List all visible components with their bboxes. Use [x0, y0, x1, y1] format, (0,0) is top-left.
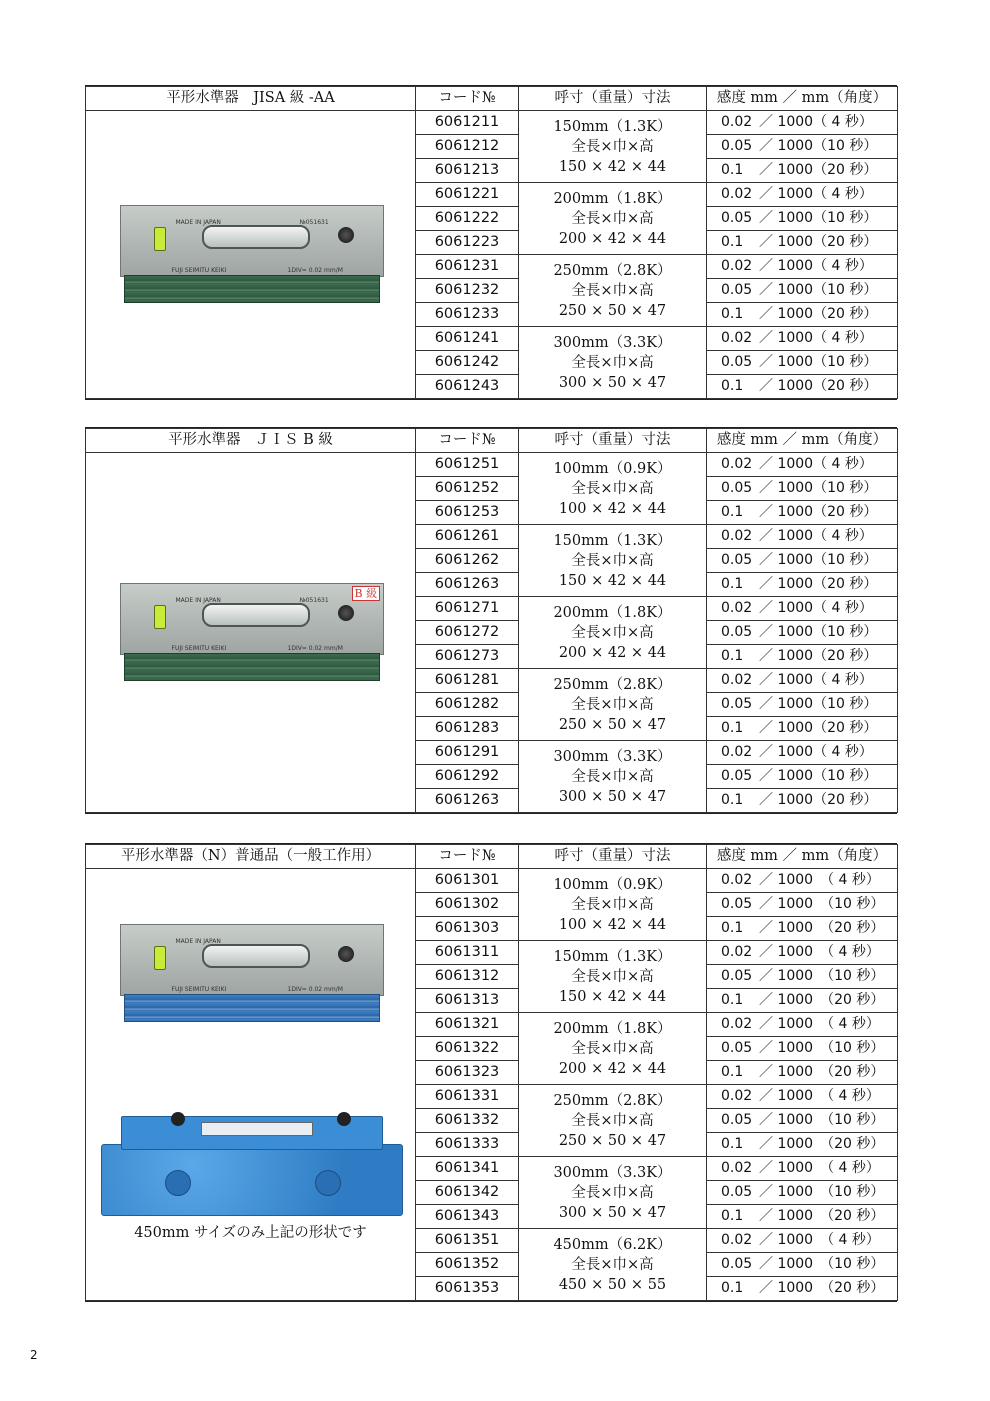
size-cell: [519, 669, 707, 741]
sensitivity-detail: ／ 1000（ 4 秒）: [759, 672, 873, 688]
product-photo-cell: [86, 869, 416, 1301]
code-cell: 6061312: [416, 965, 519, 989]
sensitivity-cell: [707, 549, 898, 573]
sensitivity-cell: [707, 375, 898, 399]
sensitivity-detail: ／ 1000 （ 4 秒）: [759, 1016, 880, 1032]
sensitivity-detail: ／ 1000（10 秒）: [759, 480, 878, 496]
size-cell: [519, 741, 707, 813]
code-cell: 6061352: [416, 1253, 519, 1277]
table-section-jis-aa: [85, 85, 897, 400]
adjust-knob-icon: [338, 605, 354, 621]
sensitivity-cell: [707, 135, 898, 159]
code-cell: 6061333: [416, 1133, 519, 1157]
sensitivity-cell: [707, 1061, 898, 1085]
size-cell: [519, 255, 707, 327]
code-cell: 6061232: [416, 279, 519, 303]
level-div-text: 1DIV= 0.02 mm/M: [287, 266, 343, 274]
size-cell: [519, 111, 707, 183]
sensitivity-detail: ／ 1000（10 秒）: [759, 696, 878, 712]
sensitivity-detail: ／ 1000（ 4 秒）: [759, 528, 873, 544]
sensitivity-cell: [707, 351, 898, 375]
sensitivity-value: 0.1: [721, 792, 744, 808]
level-made-text: MADE IN JAPAN: [175, 596, 221, 604]
sensitivity-detail: ／ 1000 （ 4 秒）: [759, 1088, 880, 1104]
sensitivity-detail: ／ 1000 （10 秒）: [759, 968, 885, 984]
code-cell: 6061243: [416, 375, 519, 399]
size-cell: [519, 1085, 707, 1157]
code-cell: 6061211: [416, 111, 519, 135]
sensitivity-cell: [707, 869, 898, 893]
size-line: 全長×巾×高: [571, 624, 654, 641]
sensitivity-detail: ／ 1000（ 4 秒）: [759, 186, 873, 202]
code-cell: 6061263: [416, 789, 519, 813]
size-line: 150mm（1.3K）: [553, 532, 672, 549]
sensitivity-cell: [707, 741, 898, 765]
knob-icon: [171, 1112, 185, 1126]
level-brand-text: FUJI SEIMITU KEIKI: [171, 266, 227, 274]
sensitivity-value: 0.02: [721, 1232, 753, 1248]
sensitivity-detail: ／ 1000（20 秒）: [759, 234, 878, 250]
sensitivity-value: 0.05: [721, 480, 753, 496]
code-cell: 6061263: [416, 573, 519, 597]
spec-table: [85, 844, 898, 1301]
code-cell: 6061322: [416, 1037, 519, 1061]
sensitivity-cell: [707, 573, 898, 597]
size-line: 全長×巾×高: [571, 1256, 654, 1273]
size-line: 250 × 50 × 47: [558, 302, 667, 319]
sensitivity-detail: ／ 1000（10 秒）: [759, 210, 878, 226]
sensitivity-value: 0.1: [721, 162, 744, 178]
size-line: 250 × 50 × 47: [558, 1132, 667, 1149]
size-cell: [519, 1013, 707, 1085]
header-code: コード№: [416, 845, 519, 869]
sensitivity-value: 0.02: [721, 600, 753, 616]
code-cell: 6061301: [416, 869, 519, 893]
sensitivity-cell: [707, 965, 898, 989]
sensitivity-value: 0.1: [721, 1136, 744, 1152]
sensitivity-value: 0.02: [721, 456, 753, 472]
sensitivity-value: 0.1: [721, 576, 744, 592]
sensitivity-value: 0.05: [721, 624, 753, 640]
header-size: 呼寸（重量）寸法: [519, 87, 707, 111]
sensitivity-detail: ／ 1000 （20 秒）: [759, 920, 885, 936]
size-line: 全長×巾×高: [571, 138, 654, 155]
code-cell: 6061281: [416, 669, 519, 693]
sensitivity-cell: [707, 111, 898, 135]
sensitivity-detail: ／ 1000（ 4 秒）: [759, 456, 873, 472]
table-row: [86, 869, 898, 893]
sensitivity-value: 0.1: [721, 234, 744, 250]
sensitivity-cell: [707, 501, 898, 525]
sensitivity-value: 0.1: [721, 720, 744, 736]
table-section-normal: [85, 843, 897, 1302]
sensitivity-value: 0.05: [721, 1112, 753, 1128]
sensitivity-value: 0.1: [721, 920, 744, 936]
sensitivity-cell: [707, 453, 898, 477]
code-cell: 6061252: [416, 477, 519, 501]
level-made-text: MADE IN JAPAN: [175, 218, 221, 226]
bubble-vial-icon: [154, 605, 166, 629]
cast-level-photo: [101, 1104, 401, 1216]
code-cell: 6061283: [416, 717, 519, 741]
size-line: 450mm（6.2K）: [553, 1236, 672, 1253]
sensitivity-detail: ／ 1000（ 4 秒）: [759, 114, 873, 130]
sensitivity-detail: ／ 1000（20 秒）: [759, 504, 878, 520]
size-line: 300mm（3.3K）: [553, 748, 672, 765]
sensitivity-value: 0.02: [721, 330, 753, 346]
size-line: 150 × 42 × 44: [558, 988, 667, 1005]
sensitivity-cell: [707, 1277, 898, 1301]
sensitivity-value: 0.05: [721, 1040, 753, 1056]
grade-mark: B 級: [352, 586, 381, 601]
size-cell: [519, 1229, 707, 1301]
size-line: 全長×巾×高: [571, 210, 654, 227]
sensitivity-cell: [707, 917, 898, 941]
sensitivity-value: 0.05: [721, 210, 753, 226]
sensitivity-value: 0.02: [721, 258, 753, 274]
header-size: 呼寸（重量）寸法: [519, 845, 707, 869]
bubble-vial-icon: [154, 946, 166, 970]
header-row: [86, 429, 898, 453]
sensitivity-detail: ／ 1000（ 4 秒）: [759, 258, 873, 274]
level-serial-text: №051631: [299, 218, 329, 226]
sensitivity-cell: [707, 207, 898, 231]
size-line: 全長×巾×高: [571, 1112, 654, 1129]
sensitivity-value: 0.02: [721, 114, 753, 130]
code-cell: 6061311: [416, 941, 519, 965]
code-cell: 6061212: [416, 135, 519, 159]
spec-table: [85, 86, 898, 399]
sensitivity-detail: ／ 1000 （ 4 秒）: [759, 1160, 880, 1176]
section-title: 平形水準器 ＪＩＳ B 級: [86, 429, 416, 453]
sensitivity-cell: [707, 1253, 898, 1277]
size-cell: [519, 869, 707, 941]
size-line: 200mm（1.8K）: [553, 190, 672, 207]
sensitivity-value: 0.1: [721, 1208, 744, 1224]
code-cell: 6061323: [416, 1061, 519, 1085]
sensitivity-value: 0.05: [721, 354, 753, 370]
sensitivity-detail: ／ 1000（20 秒）: [759, 720, 878, 736]
sensitivity-detail: ／ 1000（10 秒）: [759, 354, 878, 370]
level-photo: [120, 205, 382, 305]
size-line: 250mm（2.8K）: [553, 676, 672, 693]
code-cell: 6061291: [416, 741, 519, 765]
size-line: 全長×巾×高: [571, 1184, 654, 1201]
adjust-knob-icon: [338, 946, 354, 962]
code-cell: 6061341: [416, 1157, 519, 1181]
sensitivity-value: 0.1: [721, 648, 744, 664]
sensitivity-value: 0.02: [721, 1160, 753, 1176]
cast-level-base: [101, 1144, 403, 1216]
sensitivity-detail: ／ 1000（ 4 秒）: [759, 744, 873, 760]
size-cell: [519, 941, 707, 1013]
code-cell: 6061332: [416, 1109, 519, 1133]
sensitivity-value: 0.02: [721, 744, 753, 760]
sensitivity-cell: [707, 789, 898, 813]
sensitivity-value: 0.02: [721, 528, 753, 544]
level-made-text: MADE IN JAPAN: [175, 938, 221, 945]
sensitivity-cell: [707, 231, 898, 255]
sensitivity-detail: ／ 1000 （10 秒）: [759, 1112, 885, 1128]
sensitivity-value: 0.1: [721, 992, 744, 1008]
code-cell: 6061282: [416, 693, 519, 717]
product-photo-cell: [86, 111, 416, 399]
spec-table: [85, 428, 898, 813]
code-cell: 6061231: [416, 255, 519, 279]
sensitivity-value: 0.05: [721, 552, 753, 568]
header-row: [86, 87, 898, 111]
code-cell: 6061262: [416, 549, 519, 573]
size-line: 全長×巾×高: [571, 768, 654, 785]
sensitivity-detail: ／ 1000（ 4 秒）: [759, 330, 873, 346]
header-code: コード№: [416, 87, 519, 111]
code-cell: 6061353: [416, 1277, 519, 1301]
code-cell: 6061313: [416, 989, 519, 1013]
code-cell: 6061331: [416, 1085, 519, 1109]
section-title: 平形水準器 JISA 級 -AA: [86, 87, 416, 111]
level-brand-text: FUJI SEIMITU KEIKI: [171, 986, 227, 993]
code-cell: 6061222: [416, 207, 519, 231]
code-cell: 6061233: [416, 303, 519, 327]
size-line: 全長×巾×高: [571, 968, 654, 985]
level-photo: [120, 924, 382, 1024]
size-cell: [519, 1157, 707, 1229]
size-line: 150mm（1.3K）: [553, 118, 672, 135]
sensitivity-cell: [707, 255, 898, 279]
sensitivity-value: 0.02: [721, 872, 753, 888]
mount-hole-icon: [165, 1170, 191, 1196]
sensitivity-value: 0.05: [721, 1184, 753, 1200]
header-sensitivity: 感度 mm ／ mm（角度）: [707, 429, 898, 453]
size-line: 300 × 50 × 47: [558, 374, 667, 391]
sensitivity-cell: [707, 1133, 898, 1157]
sensitivity-value: 0.1: [721, 306, 744, 322]
sensitivity-value: 0.1: [721, 1064, 744, 1080]
sensitivity-cell: [707, 1205, 898, 1229]
level-div-text: 1DIV= 0.02 mm/M: [287, 986, 343, 993]
header-sensitivity: 感度 mm ／ mm（角度）: [707, 87, 898, 111]
sensitivity-cell: [707, 669, 898, 693]
sensitivity-value: 0.1: [721, 1280, 744, 1296]
sensitivity-cell: [707, 765, 898, 789]
sensitivity-value: 0.05: [721, 696, 753, 712]
sensitivity-detail: ／ 1000 （ 4 秒）: [759, 1232, 880, 1248]
size-cell: [519, 597, 707, 669]
header-code: コード№: [416, 429, 519, 453]
level-div-text: 1DIV= 0.02 mm/M: [287, 644, 343, 652]
sensitivity-detail: ／ 1000 （20 秒）: [759, 1208, 885, 1224]
sensitivity-detail: ／ 1000 （10 秒）: [759, 1256, 885, 1272]
header-row: [86, 845, 898, 869]
photo-caption: 450mm サイズのみ上記の形状です: [134, 1225, 367, 1241]
size-line: 全長×巾×高: [571, 896, 654, 913]
bubble-vial-icon: [201, 1122, 313, 1136]
code-cell: 6061223: [416, 231, 519, 255]
size-line: 全長×巾×高: [571, 1040, 654, 1057]
level-photo: [120, 583, 382, 683]
sensitivity-cell: [707, 1229, 898, 1253]
sensitivity-detail: ／ 1000（10 秒）: [759, 138, 878, 154]
table-section-jis-b: [85, 427, 897, 814]
sensitivity-detail: ／ 1000（10 秒）: [759, 552, 878, 568]
size-line: 150 × 42 × 44: [558, 158, 667, 175]
knob-icon: [337, 1112, 351, 1126]
sensitivity-cell: [707, 693, 898, 717]
level-serial-text: №051631: [299, 596, 329, 604]
sensitivity-cell: [707, 159, 898, 183]
sensitivity-value: 0.05: [721, 1256, 753, 1272]
size-line: 250 × 50 × 47: [558, 716, 667, 733]
level-brand-text: FUJI SEIMITU KEIKI: [171, 644, 227, 652]
code-cell: 6061213: [416, 159, 519, 183]
section-title: 平形水準器（N）普通品（一般工作用）: [86, 845, 416, 869]
code-cell: 6061242: [416, 351, 519, 375]
code-cell: 6061273: [416, 645, 519, 669]
sensitivity-cell: [707, 1157, 898, 1181]
size-line: 200 × 42 × 44: [558, 644, 667, 661]
sensitivity-cell: [707, 893, 898, 917]
code-cell: 6061321: [416, 1013, 519, 1037]
sensitivity-detail: ／ 1000（20 秒）: [759, 378, 878, 394]
sensitivity-detail: ／ 1000（20 秒）: [759, 792, 878, 808]
size-cell: [519, 183, 707, 255]
sensitivity-cell: [707, 717, 898, 741]
size-line: 200 × 42 × 44: [558, 230, 667, 247]
sensitivity-detail: ／ 1000（10 秒）: [759, 624, 878, 640]
sensitivity-cell: [707, 1037, 898, 1061]
size-line: 450 × 50 × 55: [558, 1276, 667, 1293]
sensitivity-detail: ／ 1000（20 秒）: [759, 576, 878, 592]
sensitivity-detail: ／ 1000 （10 秒）: [759, 1040, 885, 1056]
size-line: 100mm（0.9K）: [553, 460, 672, 477]
sensitivity-value: 0.1: [721, 504, 744, 520]
code-cell: 6061221: [416, 183, 519, 207]
size-line: 全長×巾×高: [571, 282, 654, 299]
size-line: 200 × 42 × 44: [558, 1060, 667, 1077]
sensitivity-detail: ／ 1000 （20 秒）: [759, 1136, 885, 1152]
size-line: 200mm（1.8K）: [553, 604, 672, 621]
size-line: 100 × 42 × 44: [558, 916, 667, 933]
code-cell: 6061253: [416, 501, 519, 525]
sensitivity-value: 0.05: [721, 768, 753, 784]
code-cell: 6061241: [416, 327, 519, 351]
sensitivity-value: 0.02: [721, 1016, 753, 1032]
size-line: 全長×巾×高: [571, 354, 654, 371]
sensitivity-detail: ／ 1000（10 秒）: [759, 768, 878, 784]
sensitivity-cell: [707, 525, 898, 549]
size-line: 100mm（0.9K）: [553, 876, 672, 893]
sensitivity-value: 0.02: [721, 186, 753, 202]
code-cell: 6061342: [416, 1181, 519, 1205]
sensitivity-detail: ／ 1000 （20 秒）: [759, 992, 885, 1008]
size-line: 250mm（2.8K）: [553, 262, 672, 279]
sensitivity-value: 0.05: [721, 896, 753, 912]
size-line: 250mm（2.8K）: [553, 1092, 672, 1109]
size-cell: [519, 327, 707, 399]
sensitivity-value: 0.1: [721, 378, 744, 394]
sensitivity-cell: [707, 279, 898, 303]
mount-hole-icon: [315, 1170, 341, 1196]
sensitivity-detail: ／ 1000（20 秒）: [759, 648, 878, 664]
sensitivity-cell: [707, 941, 898, 965]
sensitivity-value: 0.02: [721, 1088, 753, 1104]
adjust-knob-icon: [338, 227, 354, 243]
sensitivity-cell: [707, 621, 898, 645]
sensitivity-detail: ／ 1000（ 4 秒）: [759, 600, 873, 616]
sensitivity-value: 0.05: [721, 968, 753, 984]
header-sensitivity: 感度 mm ／ mm（角度）: [707, 845, 898, 869]
table-row: [86, 453, 898, 477]
size-line: 100 × 42 × 44: [558, 500, 667, 517]
size-line: 150mm（1.3K）: [553, 948, 672, 965]
code-cell: 6061292: [416, 765, 519, 789]
sensitivity-cell: [707, 303, 898, 327]
sensitivity-detail: ／ 1000 （20 秒）: [759, 1064, 885, 1080]
size-line: 全長×巾×高: [571, 480, 654, 497]
sensitivity-detail: ／ 1000 （20 秒）: [759, 1280, 885, 1296]
size-line: 150 × 42 × 44: [558, 572, 667, 589]
sensitivity-value: 0.02: [721, 672, 753, 688]
size-line: 全長×巾×高: [571, 696, 654, 713]
sensitivity-cell: [707, 1085, 898, 1109]
sensitivity-cell: [707, 477, 898, 501]
size-line: 300mm（3.3K）: [553, 1164, 672, 1181]
sensitivity-detail: ／ 1000 （10 秒）: [759, 896, 885, 912]
size-line: 200mm（1.8K）: [553, 1020, 672, 1037]
size-line: 全長×巾×高: [571, 552, 654, 569]
sensitivity-detail: ／ 1000（20 秒）: [759, 162, 878, 178]
sensitivity-cell: [707, 597, 898, 621]
sensitivity-detail: ／ 1000 （ 4 秒）: [759, 944, 880, 960]
product-photo-cell: [86, 453, 416, 813]
page-number: 2: [30, 1348, 38, 1362]
sensitivity-cell: [707, 327, 898, 351]
sensitivity-detail: ／ 1000 （ 4 秒）: [759, 872, 880, 888]
bubble-vial-icon: [154, 227, 166, 251]
sensitivity-cell: [707, 1181, 898, 1205]
size-cell: [519, 525, 707, 597]
code-cell: 6061303: [416, 917, 519, 941]
sensitivity-cell: [707, 645, 898, 669]
size-line: 300 × 50 × 47: [558, 1204, 667, 1221]
code-cell: 6061271: [416, 597, 519, 621]
code-cell: 6061251: [416, 453, 519, 477]
sensitivity-cell: [707, 989, 898, 1013]
sensitivity-cell: [707, 183, 898, 207]
table-row: [86, 111, 898, 135]
sensitivity-value: 0.05: [721, 282, 753, 298]
code-cell: 6061351: [416, 1229, 519, 1253]
size-cell: [519, 453, 707, 525]
sensitivity-value: 0.05: [721, 138, 753, 154]
sensitivity-cell: [707, 1109, 898, 1133]
code-cell: 6061343: [416, 1205, 519, 1229]
sensitivity-detail: ／ 1000 （10 秒）: [759, 1184, 885, 1200]
sensitivity-cell: [707, 1013, 898, 1037]
code-cell: 6061302: [416, 893, 519, 917]
sensitivity-detail: ／ 1000（20 秒）: [759, 306, 878, 322]
size-line: 300 × 50 × 47: [558, 788, 667, 805]
size-line: 300mm（3.3K）: [553, 334, 672, 351]
sensitivity-value: 0.02: [721, 944, 753, 960]
code-cell: 6061272: [416, 621, 519, 645]
header-size: 呼寸（重量）寸法: [519, 429, 707, 453]
code-cell: 6061261: [416, 525, 519, 549]
sensitivity-detail: ／ 1000（10 秒）: [759, 282, 878, 298]
